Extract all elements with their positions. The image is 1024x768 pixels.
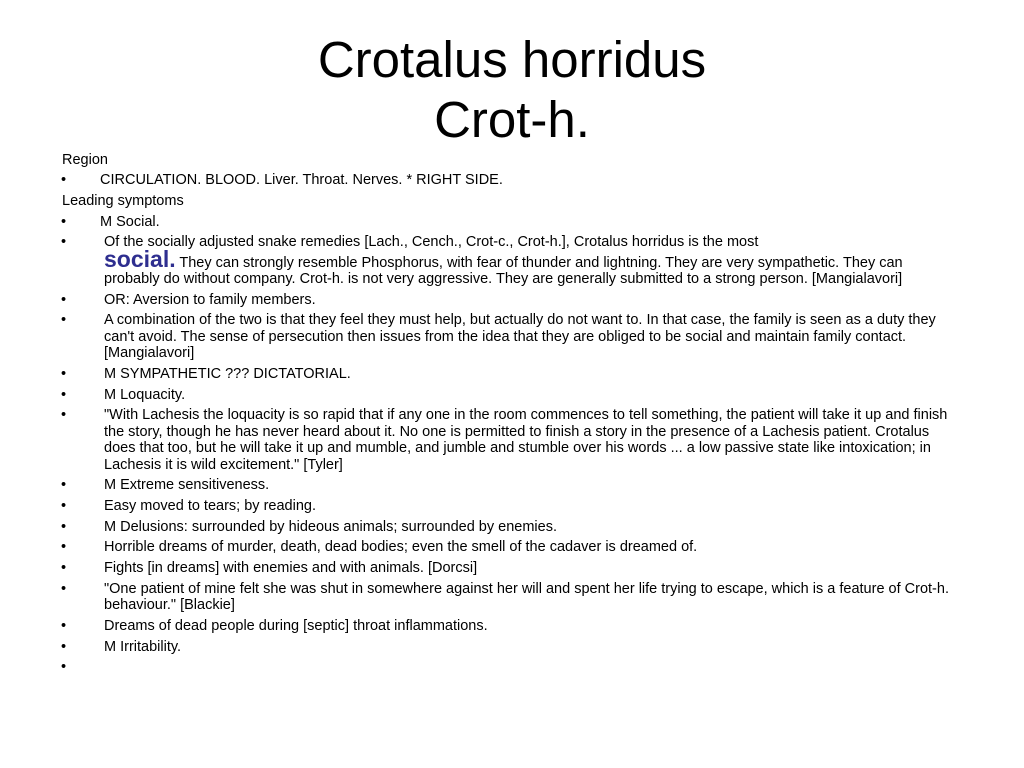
bullet-icon: • (61, 539, 67, 556)
list-item (62, 498, 962, 514)
item-text (104, 234, 962, 287)
bullet-icon: • (61, 497, 67, 514)
title-line-2: Crot-h. (434, 91, 590, 148)
list-item (62, 519, 962, 535)
item-text: "One patient of mine felt she was shut in somewhere against her will and spent her life trying to escape, which is a feature of Crot-h. behaviour." [Blackie] (104, 580, 949, 614)
item-text: M Extreme sensitiveness. (104, 477, 270, 494)
list-item (62, 407, 962, 473)
item-text: Horrible dreams of murder, death, dead bodies; even the smell of the cadaver is dreamed of. (104, 539, 698, 556)
bullet-icon: • (61, 213, 67, 230)
item-text: Fights [in dreams] with enemies and with animals. [Dorcsi] (104, 560, 478, 577)
item-text: M Loquacity. (104, 386, 186, 403)
bullet-icon: • (61, 365, 67, 382)
item-text-part: Of the socially adjusted snake remedies [Lach., Cench., Crot-c., Crot-h.], Crotalus horridus is the most (104, 234, 759, 251)
item-text: "With Lachesis the loquacity is so rapid that if any one in the room commences to tell something, the patient will take it up and finish the story, though he has never heard about it. No one is permitted to finish a story in the presence of a Lachesis patient. Crotalus does that too, but he will take it up and mumble, and jumble and stumble over his words ... a low passive state like intoxication; in Lachesis it is wild excitement." [Tyler] (104, 407, 948, 473)
bullet-icon: • (61, 617, 67, 634)
item-text: M SYMPATHETIC ??? DICTATORIAL. (104, 365, 351, 382)
item-text: M Delusions: surrounded by hideous animals; surrounded by enemies. (104, 518, 557, 535)
list-item (62, 618, 962, 634)
list-item (62, 477, 962, 493)
bullet-icon: • (61, 518, 67, 535)
list-item-empty (62, 659, 962, 675)
item-text-part: They can strongly resemble Phosphorus, with fear of thunder and lightning. They are very sympathetic. They can probably do without company. Crot-h. is not very aggressive. They are generally submitted to a strong person. [Mangialavori] (104, 254, 903, 288)
item-text: OR: Aversion to family members. (104, 291, 316, 308)
list-item (62, 172, 962, 188)
emphasis-social: social. (104, 245, 176, 272)
bullet-icon: • (61, 172, 67, 189)
item-text: M Social. (100, 213, 160, 230)
list-item (62, 366, 962, 382)
list-item (62, 292, 962, 308)
bullet-icon: • (61, 659, 67, 676)
list-item (62, 214, 962, 230)
slide-body (62, 152, 962, 680)
leading-symptoms-heading: Leading symptoms (62, 193, 184, 210)
item-text: Dreams of dead people during [septic] throat inflammations. (104, 617, 488, 634)
item-text (104, 659, 962, 675)
bullet-icon: • (61, 477, 67, 494)
list-item (62, 581, 962, 614)
bullet-icon: • (61, 407, 67, 424)
list-item (62, 560, 962, 576)
title-line-1: Crotalus horridus (317, 31, 707, 88)
slide-title (0, 30, 1024, 150)
list-item (62, 387, 962, 403)
bullet-icon: • (61, 580, 67, 597)
bullet-icon: • (61, 386, 67, 403)
item-text: M Irritability. (104, 638, 182, 655)
list-item (62, 312, 962, 361)
item-text: Easy moved to tears; by reading. (104, 497, 316, 514)
bullet-icon: • (61, 560, 67, 577)
region-heading: Region (62, 152, 108, 168)
bullet-icon: • (61, 638, 67, 655)
list-item (62, 234, 962, 287)
list-item (62, 539, 962, 555)
bullet-icon: • (61, 234, 67, 251)
region-item: CIRCULATION. BLOOD. Liver. Throat. Nerves. * RIGHT SIDE. (100, 172, 503, 189)
item-text: A combination of the two is that they feel they must help, but actually do not want to. In that case, the family is seen as a duty they can't avoid. The sense of persecution then issues from the idea that they are obliged to be social and maintain family contact. [Mangialavori] (104, 312, 936, 362)
list-item (62, 639, 962, 655)
bullet-icon: • (61, 291, 67, 308)
bullet-icon: • (61, 312, 67, 329)
